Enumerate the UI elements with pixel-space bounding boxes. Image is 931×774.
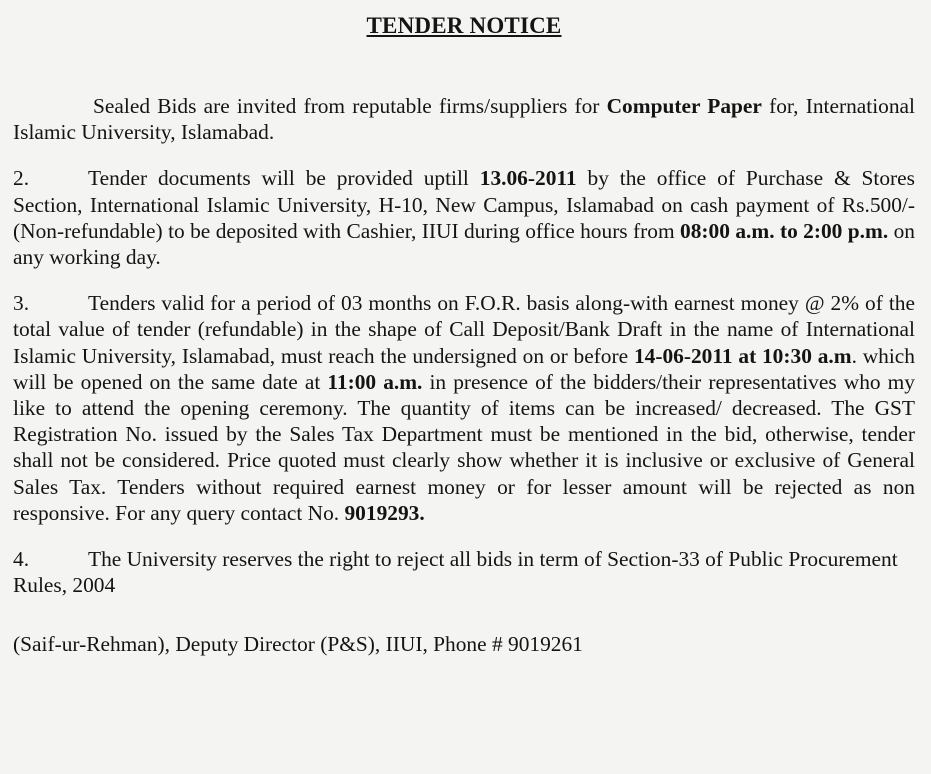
notice-title: TENDER NOTICE xyxy=(366,13,562,38)
para1-item-name: Computer Paper xyxy=(606,94,762,118)
paragraph-4 xyxy=(13,546,915,598)
para2-office-hours: 08:00 a.m. to 2:00 p.m. xyxy=(680,218,889,243)
para3-opening-time: 11:00 a.m. xyxy=(327,369,423,394)
para3-text-c: in presence of the bidders/their representatives who my like to attend the opening ceremony. The quantity of items can be increased/ decreased. The GST Registration No. issued by the Sales Tax Department must be mentioned in the bid, otherwise, tender shall not be considered. Price quoted must clearly show whether it is inclusive or exclusive of General Sales Tax. Tenders without required earnest money or for lesser amount will be rejected as non responsive. For any query contact No. xyxy=(13,369,915,525)
para4-text: The University reserves the right to reject all bids in term of Section-33 of Public Procurement Rules, 2004 xyxy=(13,547,898,598)
para2-number: 2. xyxy=(13,166,30,191)
para3-text-b: . which will be opened on the same date at xyxy=(13,343,915,394)
para3-text-a: Tenders valid for a period of 03 months on F.O.R. basis along-with earnest money @ 2% of the total value of tender (refundable) in the shape of Call Deposit/Bank Draft in the name of International Islamic University, Islamabad, must reach the undersigned on or before xyxy=(13,291,915,368)
para4-number: 4. xyxy=(13,547,30,572)
paragraph-3 xyxy=(13,290,915,526)
para1-text-b: for, International Islamic University, Islamabad. xyxy=(13,94,915,145)
para2-text-c: on any working day. xyxy=(13,218,915,270)
para3-contact-number: 9019293. xyxy=(344,500,425,525)
signature-line: (Saif-ur-Rehman), Deputy Director (P&S), IIUI, Phone # 9019261 xyxy=(13,632,583,657)
paragraph-1 xyxy=(13,93,915,145)
paragraph-2 xyxy=(13,165,915,270)
para2-text-a: Tender documents will be provided uptill xyxy=(88,166,480,191)
para2-deadline-date: 13.06-2011 xyxy=(479,166,577,191)
para3-number: 3. xyxy=(13,291,30,316)
para2-text-b: by the office of Purchase & Stores Section, International Islamic University, H-10, New Campus, Islamabad on cash payment of Rs.500/- (Non-refundable) to be deposited with Cashier, IIUI during office hours from xyxy=(13,166,915,243)
para1-text-a: Sealed Bids are invited from reputable firms/suppliers for xyxy=(93,94,607,118)
para3-submission-deadline: 14-06-2011 at 10:30 a.m xyxy=(633,343,852,368)
